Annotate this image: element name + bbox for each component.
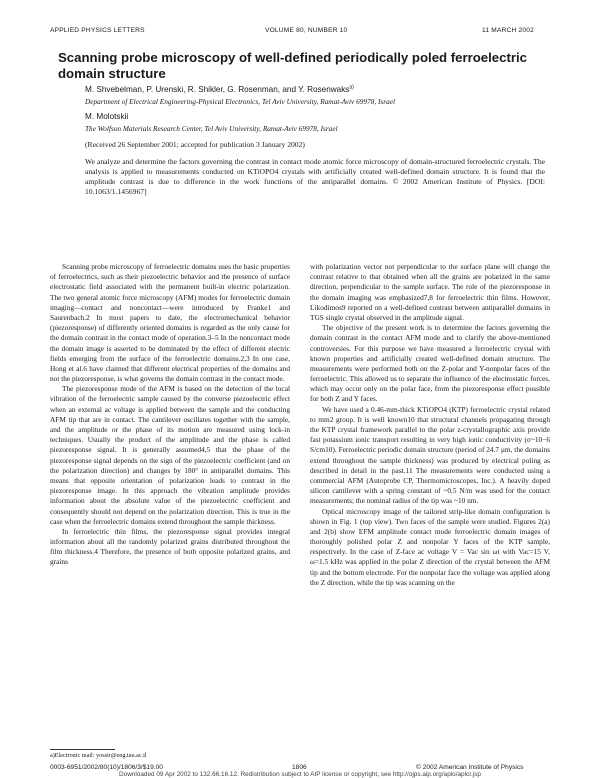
author-list-2: M. Molotskii [85,112,129,121]
article-code: 0003-6951/2002/80(10)/1806/3/$19.00 [50,764,163,771]
journal-name: APPLIED PHYSICS LETTERS [50,27,145,34]
footnote-rule [50,749,115,750]
paragraph: with polarization vector not perpendicular to the surface plane will change the contrast relative to that obtained when all the grains are polarized in the same direction, perpendicular to the sample surface. The role of the piezoresponse in the domain imaging was emphasized7,8 for ferroelectric thin films. However, Likodimos9 reported on a well-defined contrast between antiparallel domains in TGS single crystal observed in the amplitude signal. [310,262,550,322]
received-dates: (Received 26 September 2001; accepted for publication 3 January 2002) [85,140,305,149]
author-names-1: M. Shvebelman, P. Urenski, R. Shikler, G. Rosenman, and Y. Rosenwaks [85,85,350,94]
affiliation-1: Department of Electrical Engineering-Physical Electronics, Tel Aviv University, Ramat-Aviv 69978, Israel [85,97,395,106]
author-list-1 [85,85,354,94]
paper-title: Scanning probe microscopy of well-defined periodically poled ferroelectric domain structure [58,50,527,81]
issue-date: 11 MARCH 2002 [482,27,534,34]
download-notice: Downloaded 09 Apr 2002 to 132.66.16.12. Redistribution subject to AIP license or copyright, see http://ojps.aip.org/aplo/aplcr.jsp [119,771,481,778]
paragraph: We have used a 0.46-mm-thick KTiOPO4 (KTP) ferroelectric crystal related to mm2 group. It is well known10 that structural channels propagating through the KTP crystal framework parallel to the polar z-crystallographic axis provide fast potassium ionic transport resulting in very high ionic conductivity (σ~10−6 S/cm10). Ferroelectric periodic domain structure (period of 24.7 μm, the domains extend throughout the sample thickness) was produced by electrical poling as described in detail in the past.11 The measurements were conducted using a commercial AFM (Autoprobe CP, Thermomicroscopes, Inc.). A heavily doped silicon cantilever with a spring constant of ~0.5 N/m was used for the contact measurements; the nominal radius of the tip was ~10 nm. [310,404,550,506]
paragraph: The objective of the present work is to determine the factors governing the domain contrast in the contact AFM mode and to clarify the above-mentioned controversies. For this purpose we have measured a ferroelectric crystal with known properties and artificially created well-defined domain structure. The measurements were performed both on the Z-polar and Y-nonpolar faces of the ferroelectric. This allowed us to separate the influence of the electrostatic forces, which may occur only on the polar face, from the piezoresponse effect possible for both Z and Y faces. [310,323,550,404]
page-number: 1806 [292,764,307,771]
volume-number: VOLUME 80, NUMBER 10 [265,27,348,34]
copyright-notice: © 2002 American Institute of Physics [416,764,524,771]
author-footnote-marker: a) [349,84,354,91]
paragraph: In ferroelectric thin films, the piezoresponse signal provides integral information about all the randomly polarized grains distributed throughout the film thickness.4 Therefore, the presence of both opposite polarized grains, and grains [50,526,290,567]
footnote: a)Electronic mail: yossir@eng.tau.ac.il [50,752,147,759]
right-column [310,262,550,588]
abstract: We analyze and determine the factors governing the contrast in contact mode atomic force microscopy of domain-structured ferroelectric crystals. The analysis is applied to measurements conducted on KTiOPO4 crystals with artificially created well-defined domain structure. It is found that the amplitude contrast is due to difference in the work functions of the antiparallel domains. © 2002 American Institute of Physics. [DOI: 10.1063/1.1456967] [85,157,545,197]
paragraph: The piezoresponse mode of the AFM is based on the detection of the local vibration of the ferroelectric sample caused by the converse piezoelectric effect when an external ac voltage is applied between the sample and the conducting AFM tip that are in contact. The cantilever oscillates together with the sample, and the amplitude or the phase of its motion are measured using lock-in techniques. Usually the product of the amplitude and the phase is called piezoresponse signal. It is generally assumed4,5 that the phase of the piezoresponse signal depends on the sign of the piezoelectric coefficient (and on the polarization direction) and changes by 180° in antiparallel domains. This means that opposite orientation of polarization leads to contrast in the piezoresponse image. In this approach the vibration amplitude provides information about the absolute value of the piezoelectric coefficient and consequently should not depend on the polarization direction. This is true in the case when the ferroelectric domains extend throughout the sample thickness. [50,384,290,526]
left-column [50,262,290,568]
paragraph: Optical microscopy image of the tailored strip-like domain configuration is shown in Fig. 1 (top view). Two faces of the sample were studied. Figures 2(a) and 2(b) show EFM amplitude contact mode ferroelectric domain images of thoroughly polished polar Z and nonpolar Y faces of the KTP sample, respectively. In the case of Z-face ac voltage V = Vac sin ωt with Vac=15 V, ω=1.5 kHz was applied in the polar Z direction of the crystal between the AFM tip and the bottom electrode. For the nonpolar face the voltage was applied along the Z direction, while the tip was scanning on the [310,506,550,587]
affiliation-2: The Wolfson Materials Research Center, Tel Aviv University, Ramat-Aviv 69978, Israel [85,124,338,133]
paragraph: Scanning probe microscopy of ferroelectric domains uses the basic properties of ferroelectrics, such as their piezoelectric behavior and the presence of surface electrostatic field associated with the permanent built-in electric polarization. The two general atomic force microscopy (AFM) modes for ferroelectric domain imaging—contact and noncontact—were introduced by Franke1 and Saurenbach.2 In most papers to date, the electromechanical behavior (piezoresponse) of differently oriented domains is regarded as the only cause for the domain contrast in the contact mode of operation.3–5 In the noncontact mode the domain image is asserted to be dominated by the effect of different electric fields emerging from the surface of the ferroelectric domains.2,3 In one case, Hong et al.6 have claimed that different electrical properties of the domains and not the piezoresponse, is what governs the domain contrast in the contact mode. [50,262,290,384]
